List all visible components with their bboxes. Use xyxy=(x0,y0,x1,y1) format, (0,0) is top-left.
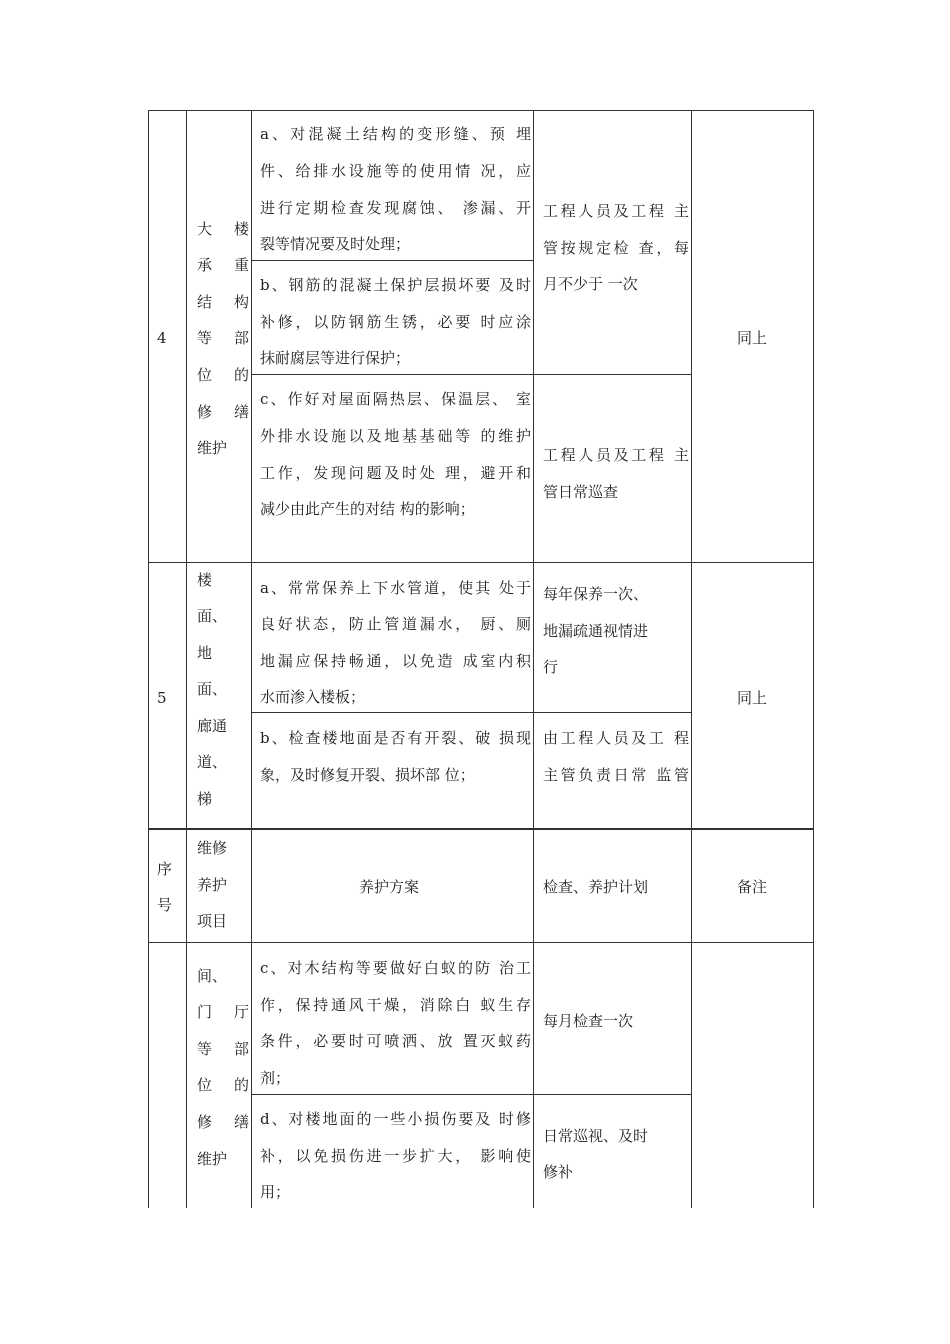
note: 同上 xyxy=(737,689,768,707)
header-plan: 养护方案 xyxy=(359,878,420,896)
header-item: 项目 xyxy=(197,912,228,930)
note: 同上 xyxy=(737,329,768,347)
item-line: 承重 xyxy=(197,256,249,274)
header-note: 备注 xyxy=(737,878,768,896)
item-line: 结构 xyxy=(197,293,249,311)
row-number: 5 xyxy=(157,689,167,707)
item-line: 修缮 xyxy=(197,403,249,421)
header-num: 序 xyxy=(157,860,173,878)
header-item: 维修 xyxy=(197,839,228,857)
item-line: 维护 xyxy=(197,439,228,457)
item-line: 等部 xyxy=(197,329,249,347)
item-line: 大楼 xyxy=(197,220,249,238)
header-num: 号 xyxy=(157,896,173,914)
item-line: 位的 xyxy=(197,366,249,384)
row-number: 4 xyxy=(157,329,167,347)
header-check: 检查、养护计划 xyxy=(543,878,649,896)
document-page: 4 大楼 承重 结构 等部 位的 修缮 维护 a、对混凝土结构的变形缝、预 埋 件、给排水设施等的使用情 况，应 进行定期检查发现腐蚀、 渗漏、开 裂等情况要及时处理； b、钢筋的混凝土保护层损坏要 及时 补修，以防钢筋生锈，必要 时应涂 抹耐腐层等进行保护； c、作好对屋面隔热层、保温层、 室 外排水设施以及地基基础等 的维护 工作，发现问题及时处 理，避开和 减少由此产生的对结 构的影响； 工程人员及工程 主 管按规定检 查，每 月不少于 一次 工程人员及工程 主 管日常巡查 同上 5 楼 面、 地 面、 廊通 道、 梯 a、常常保养上下水管道，使其 处于 良好状态，防止管道漏水， 厨、厕 地漏应保持畅通，以免造 成室内积 水而渗入楼板； b、检查楼地面是否有开裂、破 损现 象，及时修复开裂、损坏部 位； 每年保养一次、 地漏疏通视情进 行 由工程人员及工 程 主管负责日常 监管 同上 序 号 维修 养护 项目 养护方案 检查、养护计划 备注 间、 门厅 等部 位的 修缮 维护 c、对木结构等要做好白蚁的防 治工 作，保持通风干燥，消除白 蚁生存 条件，必要时可喷洒、放 置灭蚁药 剂； d、对楼地面的一些小损伤要及 时修 补，以免损伤进一步扩大， 影响使 用； 每月检查一次 日常巡视、及时 修补 xyxy=(0,0,950,1344)
header-item: 养护 xyxy=(197,876,228,894)
